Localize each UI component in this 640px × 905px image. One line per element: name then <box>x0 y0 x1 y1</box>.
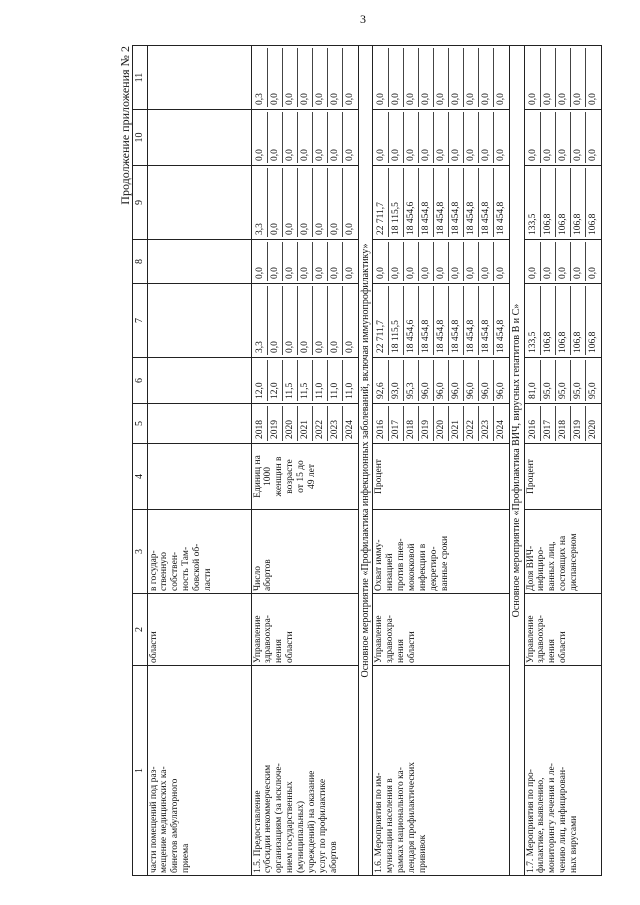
value-cell: 0,0 <box>448 242 463 281</box>
value-cell: 0,0 <box>327 242 342 281</box>
value-cell: 2018 <box>254 420 265 439</box>
value-cell: 2021 <box>297 406 312 441</box>
value-cell: 106,8 <box>540 286 555 355</box>
value-cell: 0,0 <box>433 242 448 281</box>
years-col <box>251 404 358 444</box>
value-cell: 0,0 <box>282 112 297 163</box>
section-header-immuno <box>358 46 373 876</box>
years-col <box>524 404 601 444</box>
value-cell: 0,0 <box>418 242 433 281</box>
value-cell: 0,0 <box>570 48 585 107</box>
value-cell: 0,0 <box>312 48 327 107</box>
value-cell: 106,8 <box>585 286 600 355</box>
value-cell: 0,0 <box>448 112 463 163</box>
value-cell: 0,0 <box>527 149 538 161</box>
value-cell: 96,0 <box>433 360 448 401</box>
continued-row <box>147 46 251 876</box>
value-cell: 0,0 <box>433 112 448 163</box>
local-funding <box>524 110 601 166</box>
value-cell: 92,6 <box>376 382 386 399</box>
value-cell: 0,0 <box>282 168 297 237</box>
value-cell: 0,0 <box>376 267 386 279</box>
value-cell: 0,0 <box>267 168 282 237</box>
value-cell: 2020 <box>585 406 600 441</box>
rotated-page <box>108 38 638 888</box>
value-cell: 0,0 <box>342 286 357 355</box>
executor: области <box>147 594 251 666</box>
other-funding <box>251 46 358 110</box>
value-cell: 0,0 <box>388 242 403 281</box>
value-cell: 0,0 <box>570 112 585 163</box>
value-cell: 0,0 <box>540 242 555 281</box>
value-cell: 0,0 <box>267 286 282 355</box>
value-cell: 0,0 <box>376 93 386 105</box>
value-cell: 0,0 <box>478 242 493 281</box>
other-funding <box>524 46 601 110</box>
unit: Процент <box>373 444 510 510</box>
value-cell: 0,0 <box>493 48 508 107</box>
value-cell: 2018 <box>403 406 418 441</box>
value-cell: 2017 <box>388 406 403 441</box>
value-cell: 0,0 <box>527 267 538 279</box>
executor: Управление здравоохра- нения области <box>373 594 510 666</box>
value-cell: 0,0 <box>327 168 342 237</box>
col-number: 5 <box>133 404 148 444</box>
federal-funding <box>373 240 510 284</box>
col-number: 1 <box>133 666 148 876</box>
value-cell: 3,3 <box>254 341 265 353</box>
value-cell: 106,8 <box>585 168 600 237</box>
value-cell: 0,0 <box>585 242 600 281</box>
value-cell: 0,0 <box>297 242 312 281</box>
value-cell: 0,0 <box>267 242 282 281</box>
indicator-values <box>524 358 601 404</box>
federal-funding <box>524 240 601 284</box>
indicator-name: в государ- ственную собствен- ность Там- бовской об- ласти <box>147 510 251 594</box>
value-cell: 0,0 <box>463 48 478 107</box>
value-cell: 0,0 <box>312 168 327 237</box>
value-cell: 0,0 <box>327 112 342 163</box>
indicator-name: Доля ВИЧ- инфициро- ванных лиц, состоящих на диспансерном <box>524 510 601 594</box>
value-cell: 0,0 <box>282 242 297 281</box>
value-cell: 22 711,7 <box>376 320 386 353</box>
row-1-6 <box>373 46 510 876</box>
executor: Управление здравоохра- нения области <box>524 594 601 666</box>
value-cell: 0,0 <box>282 48 297 107</box>
value-cell: 0,0 <box>403 112 418 163</box>
value-cell: 0,0 <box>342 112 357 163</box>
value-cell: 133,5 <box>527 213 538 235</box>
value-cell: 0,0 <box>297 48 312 107</box>
regional-funding <box>373 166 510 240</box>
value-cell: 0,0 <box>312 286 327 355</box>
years-col <box>373 404 510 444</box>
value-cell: 2017 <box>540 406 555 441</box>
value-cell: 81,0 <box>527 382 538 399</box>
value-cell: 0,0 <box>312 242 327 281</box>
value-cell: 106,8 <box>540 168 555 237</box>
value-cell: 18 454,8 <box>418 168 433 237</box>
total-funding <box>251 284 358 358</box>
value-cell: 133,5 <box>527 331 538 353</box>
column-numbers-row <box>133 46 148 876</box>
value-cell: 18 454,8 <box>433 168 448 237</box>
value-cell: 106,8 <box>555 168 570 237</box>
section-header-hiv <box>510 46 525 876</box>
regional-funding <box>251 166 358 240</box>
value-cell: 95,0 <box>540 360 555 401</box>
page-number: 3 <box>360 12 366 26</box>
total-funding <box>373 284 510 358</box>
indicator-values <box>251 358 358 404</box>
value-cell: 0,0 <box>342 242 357 281</box>
value-cell: 2022 <box>463 406 478 441</box>
federal-funding <box>251 240 358 284</box>
indicator-name: Число абортов <box>251 510 358 594</box>
value-cell: 0,0 <box>327 286 342 355</box>
value-cell: 0,0 <box>448 48 463 107</box>
value-cell: 2023 <box>478 406 493 441</box>
value-cell: 11,5 <box>297 360 312 401</box>
value-cell: 12,0 <box>267 360 282 401</box>
indicator-values <box>373 358 510 404</box>
value-cell: 18 454,6 <box>403 168 418 237</box>
value-cell: 18 454,8 <box>448 286 463 355</box>
value-cell: 106,8 <box>555 286 570 355</box>
value-cell: 2019 <box>418 406 433 441</box>
continuation-note: Продолжение приложения № 2 <box>118 46 132 205</box>
value-cell: 0,0 <box>267 112 282 163</box>
value-cell: 18 454,8 <box>433 286 448 355</box>
value-cell: 106,8 <box>570 168 585 237</box>
value-cell: 0,0 <box>493 242 508 281</box>
value-cell: 2019 <box>267 406 282 441</box>
local-funding <box>373 110 510 166</box>
value-cell: 0,0 <box>254 149 265 161</box>
value-cell: 2020 <box>282 406 297 441</box>
value-cell: 18 454,8 <box>493 168 508 237</box>
value-cell: 3,3 <box>254 223 265 235</box>
col-number: 11 <box>133 46 148 110</box>
value-cell: 0,0 <box>267 48 282 107</box>
value-cell: 0,0 <box>388 112 403 163</box>
value-cell: 22 711,7 <box>376 202 386 235</box>
value-cell: 95,0 <box>570 360 585 401</box>
activity-name: 1.6. Мероприятия по им- мунизации населения в рамках национального ка- лендаря профилактических прививок <box>373 666 510 876</box>
col-number: 2 <box>133 594 148 666</box>
value-cell: 18 454,8 <box>478 168 493 237</box>
executor: Управление здравоохра- нения области <box>251 594 358 666</box>
program-table <box>132 45 602 876</box>
section-title: Основное мероприятие «Профилактика инфекционных заболеваний, включая иммунопрофилактику» <box>358 46 373 876</box>
value-cell: 0,0 <box>376 149 386 161</box>
row-1-7 <box>524 46 601 876</box>
value-cell: 0,0 <box>463 112 478 163</box>
col-number: 7 <box>133 284 148 358</box>
value-cell: 0,0 <box>254 267 265 279</box>
value-cell: 96,0 <box>463 360 478 401</box>
value-cell: 11,0 <box>342 360 357 401</box>
col-number: 3 <box>133 510 148 594</box>
value-cell: 18 454,8 <box>463 168 478 237</box>
activity-name: 1.7. Мероприятия по про- филактике, выявлению, мониторингу лечения и ле- чению лиц, инфицирован- ных вирусами <box>524 666 601 876</box>
value-cell: 0,0 <box>403 48 418 107</box>
value-cell: 95,0 <box>585 360 600 401</box>
value-cell: 2020 <box>433 406 448 441</box>
value-cell: 0,0 <box>585 48 600 107</box>
value-cell: 0,0 <box>433 48 448 107</box>
value-cell: 0,0 <box>463 242 478 281</box>
value-cell: 0,0 <box>493 112 508 163</box>
value-cell: 2016 <box>376 420 386 439</box>
col-number: 10 <box>133 110 148 166</box>
value-cell: 0,0 <box>312 112 327 163</box>
value-cell: 0,0 <box>540 112 555 163</box>
section-title: Основное мероприятие «Профилактика ВИЧ, вирусных гепатитов В и С» <box>510 46 525 876</box>
value-cell: 0,0 <box>555 112 570 163</box>
value-cell: 0,0 <box>342 48 357 107</box>
value-cell: 2018 <box>555 406 570 441</box>
value-cell: 2019 <box>570 406 585 441</box>
col-number: 8 <box>133 240 148 284</box>
col-number: 6 <box>133 358 148 404</box>
value-cell: 11,0 <box>327 360 342 401</box>
value-cell: 0,0 <box>540 48 555 107</box>
value-cell: 18 454,8 <box>493 286 508 355</box>
activity-name: части помещений под раз- мещение медицинских ка- бинетов амбулаторного приема <box>147 666 251 876</box>
value-cell: 18 454,8 <box>418 286 433 355</box>
value-cell: 0,0 <box>585 112 600 163</box>
value-cell: 0,0 <box>478 48 493 107</box>
value-cell: 0,0 <box>418 112 433 163</box>
value-cell: 11,5 <box>282 360 297 401</box>
value-cell: 96,0 <box>448 360 463 401</box>
indicator-name: Охват имму- низацией против пнев- мококковой инфекции в декретиро- ванные сроки <box>373 510 510 594</box>
value-cell: 0,0 <box>297 286 312 355</box>
value-cell: 0,0 <box>570 242 585 281</box>
value-cell: 2022 <box>312 406 327 441</box>
value-cell: 0,3 <box>254 93 265 105</box>
value-cell: 0,0 <box>478 112 493 163</box>
value-cell: 18 454,8 <box>448 168 463 237</box>
value-cell: 96,0 <box>493 360 508 401</box>
value-cell: 0,0 <box>418 48 433 107</box>
value-cell: 2021 <box>448 406 463 441</box>
value-cell: 0,0 <box>327 48 342 107</box>
value-cell: 12,0 <box>254 382 265 399</box>
value-cell: 0,0 <box>388 48 403 107</box>
value-cell: 2023 <box>327 406 342 441</box>
value-cell: 93,0 <box>388 360 403 401</box>
col-number: 4 <box>133 444 148 510</box>
value-cell: 2016 <box>527 420 538 439</box>
value-cell: 95,3 <box>403 360 418 401</box>
value-cell: 18 115,5 <box>388 168 403 237</box>
value-cell: 2024 <box>342 406 357 441</box>
local-funding <box>251 110 358 166</box>
other-funding <box>373 46 510 110</box>
value-cell: 11,0 <box>312 360 327 401</box>
value-cell: 96,0 <box>478 360 493 401</box>
unit: Процент <box>524 444 601 510</box>
value-cell: 18 454,8 <box>463 286 478 355</box>
unit: Единиц на 1000 женщин в возрасте от 15 до 49 лет <box>251 444 358 510</box>
value-cell: 0,0 <box>297 112 312 163</box>
total-funding <box>524 284 601 358</box>
value-cell: 0,0 <box>282 286 297 355</box>
value-cell: 0,0 <box>555 48 570 107</box>
col-number: 9 <box>133 166 148 240</box>
row-1-5 <box>251 46 358 876</box>
value-cell: 0,0 <box>297 168 312 237</box>
value-cell: 0,0 <box>555 242 570 281</box>
value-cell: 96,0 <box>418 360 433 401</box>
regional-funding <box>524 166 601 240</box>
value-cell: 0,0 <box>527 93 538 105</box>
activity-name: 1.5. Предоставление субсидии некоммерческим организациям (за исключе- нием государственных (муниципальных) учреждений) на оказание услуг по профилактике абортов <box>251 666 358 876</box>
value-cell: 95,0 <box>555 360 570 401</box>
value-cell: 18 454,8 <box>478 286 493 355</box>
value-cell: 0,0 <box>403 242 418 281</box>
value-cell: 106,8 <box>570 286 585 355</box>
value-cell: 2024 <box>493 406 508 441</box>
value-cell: 18 115,5 <box>388 286 403 355</box>
value-cell: 18 454,6 <box>403 286 418 355</box>
value-cell: 0,0 <box>342 168 357 237</box>
